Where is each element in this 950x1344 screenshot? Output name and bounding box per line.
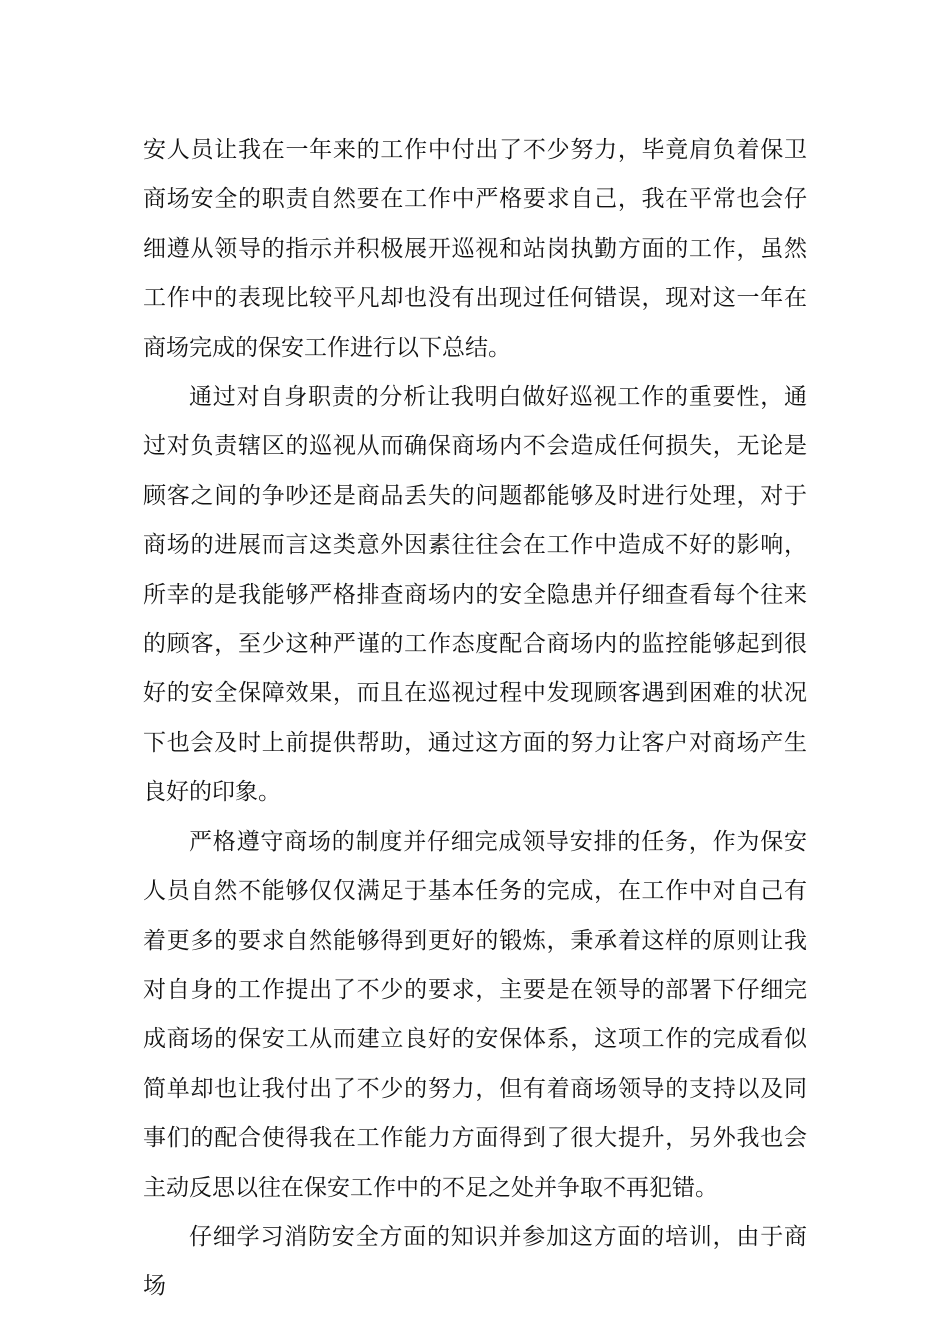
paragraph-1: 安人员让我在一年来的工作中付出了不少努力，毕竟肩负着保卫商场安全的职责自然要在工作中严格要求自己，我在平常也会仔细遵从领导的指示并积极展开巡视和站岗执勤方面的工作，虽然工作中的表现比较平凡却也没有出现过任何错误，现对这一年在商场完成的保安工作进行以下总结。 bbox=[143, 137, 807, 361]
document-body bbox=[143, 126, 807, 1312]
paragraph-2: 通过对自身职责的分析让我明白做好巡视工作的重要性，通过对负责辖区的巡视从而确保商场内不会造成任何损失，无论是顾客之间的争吵还是商品丢失的问题都能够及时进行处理，对于商场的进展而言这类意外因素往往会在工作中造成不好的影响，所幸的是我能够严格排查商场内的安全隐患并仔细查看每个往来的顾客，至少这种严谨的工作态度配合商场内的监控能够起到很好的安全保障效果，而且在巡视过程中发现顾客遇到困难的状况下也会及时上前提供帮助，通过这方面的努力让客户对商场产生良好的印象。 bbox=[143, 384, 807, 806]
paragraph-3: 严格遵守商场的制度并仔细完成领导安排的任务，作为保安人员自然不能够仅仅满足于基本任务的完成，在工作中对自己有着更多的要求自然能够得到更好的锻炼，秉承着这样的原则让我对自身的工作提出了不少的要求，主要是在领导的部署下仔细完成商场的保安工从而建立良好的安保体系，这项工作的完成看似简单却也让我付出了不少的努力，但有着商场领导的支持以及同事们的配合使得我在工作能力方面得到了很大提升，另外我也会主动反思以往在保安工作中的不足之处并争取不再犯错。 bbox=[143, 828, 807, 1201]
paragraph-4: 仔细学习消防安全方面的知识并参加这方面的培训，由于商场 bbox=[143, 1223, 807, 1300]
